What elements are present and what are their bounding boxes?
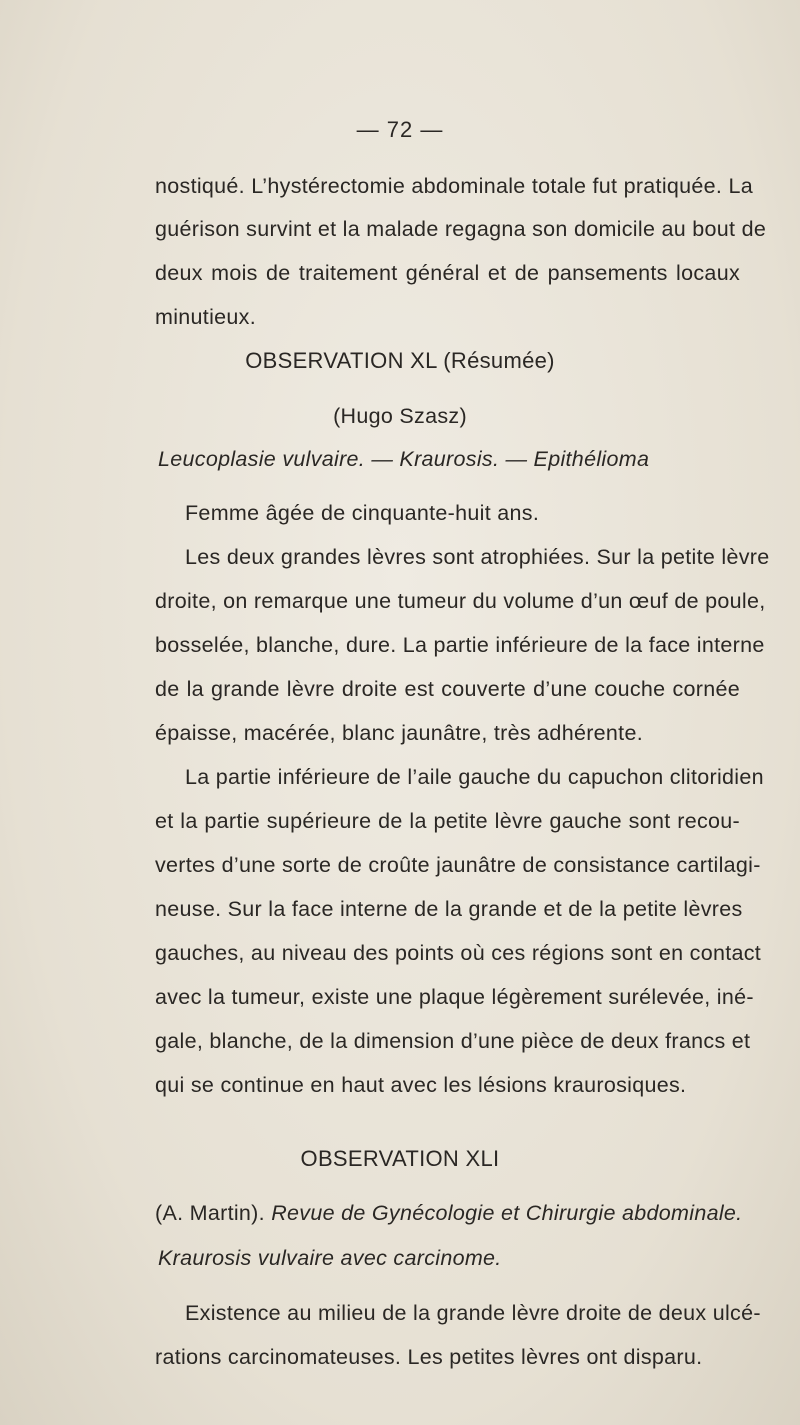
text-line: neuse. Sur la face interne de la grande et de la petite lèvres [155, 897, 743, 921]
text-line: deux mois de traitement général et de pansements locaux [155, 261, 740, 285]
text-line: gale, blanche, de la dimension d’une pièce de deux francs et [155, 1029, 751, 1053]
text-line: nostiqué. L’hystérectomie abdominale totale fut pratiquée. La [155, 174, 753, 198]
text-line: qui se continue en haut avec les lésions kraurosiques. [155, 1073, 687, 1097]
page-number: — 72 — [356, 117, 444, 142]
text-line: minutieux. [155, 305, 256, 329]
observation-subtitle: Kraurosis vulvaire avec carcinome. [158, 1246, 502, 1270]
text-line: Les deux grandes lèvres sont atrophiées. Sur la petite lèvre [185, 545, 770, 569]
observation-author: (A. Martin). [155, 1201, 265, 1225]
text-line: rations carcinomateuses. Les petites lèvres ont disparu. [155, 1345, 703, 1369]
text-line: Existence au milieu de la grande lèvre droite de deux ulcé- [185, 1301, 761, 1325]
text-line: vertes d’une sorte de croûte jaunâtre de consistance cartilagi- [155, 853, 761, 877]
text-line: La partie inférieure de l’aile gauche du capuchon clitoridien [185, 765, 764, 789]
observation-source-line [155, 1198, 743, 1228]
observation-subtitle: Leucoplasie vulvaire. — Kraurosis. — Epithélioma [158, 447, 650, 471]
text-line: épaisse, macérée, blanc jaunâtre, très adhérente. [155, 721, 643, 745]
text-line: Femme âgée de cinquante-huit ans. [185, 501, 540, 525]
text-line: avec la tumeur, existe une plaque légèrement surélevée, iné- [155, 985, 754, 1009]
observation-source: Revue de Gynécologie et Chirurgie abdominale. [271, 1201, 743, 1225]
observation-heading: OBSERVATION XL (Résumée) [245, 348, 555, 373]
observation-author: (Hugo Szasz) [333, 404, 467, 428]
text-line: gauches, au niveau des points où ces régions sont en contact [155, 941, 762, 965]
observation-heading: OBSERVATION XLI [300, 1146, 500, 1171]
text-line: et la partie supérieure de la petite lèvre gauche sont recou- [155, 809, 740, 833]
text-line: bosselée, blanche, dure. La partie inférieure de la face interne [155, 633, 765, 657]
text-line: de la grande lèvre droite est couverte d’une couche cornée [155, 677, 740, 701]
text-line: droite, on remarque une tumeur du volume d’un œuf de poule, [155, 589, 766, 613]
text-line: guérison survint et la malade regagna son domicile au bout de [155, 217, 767, 241]
